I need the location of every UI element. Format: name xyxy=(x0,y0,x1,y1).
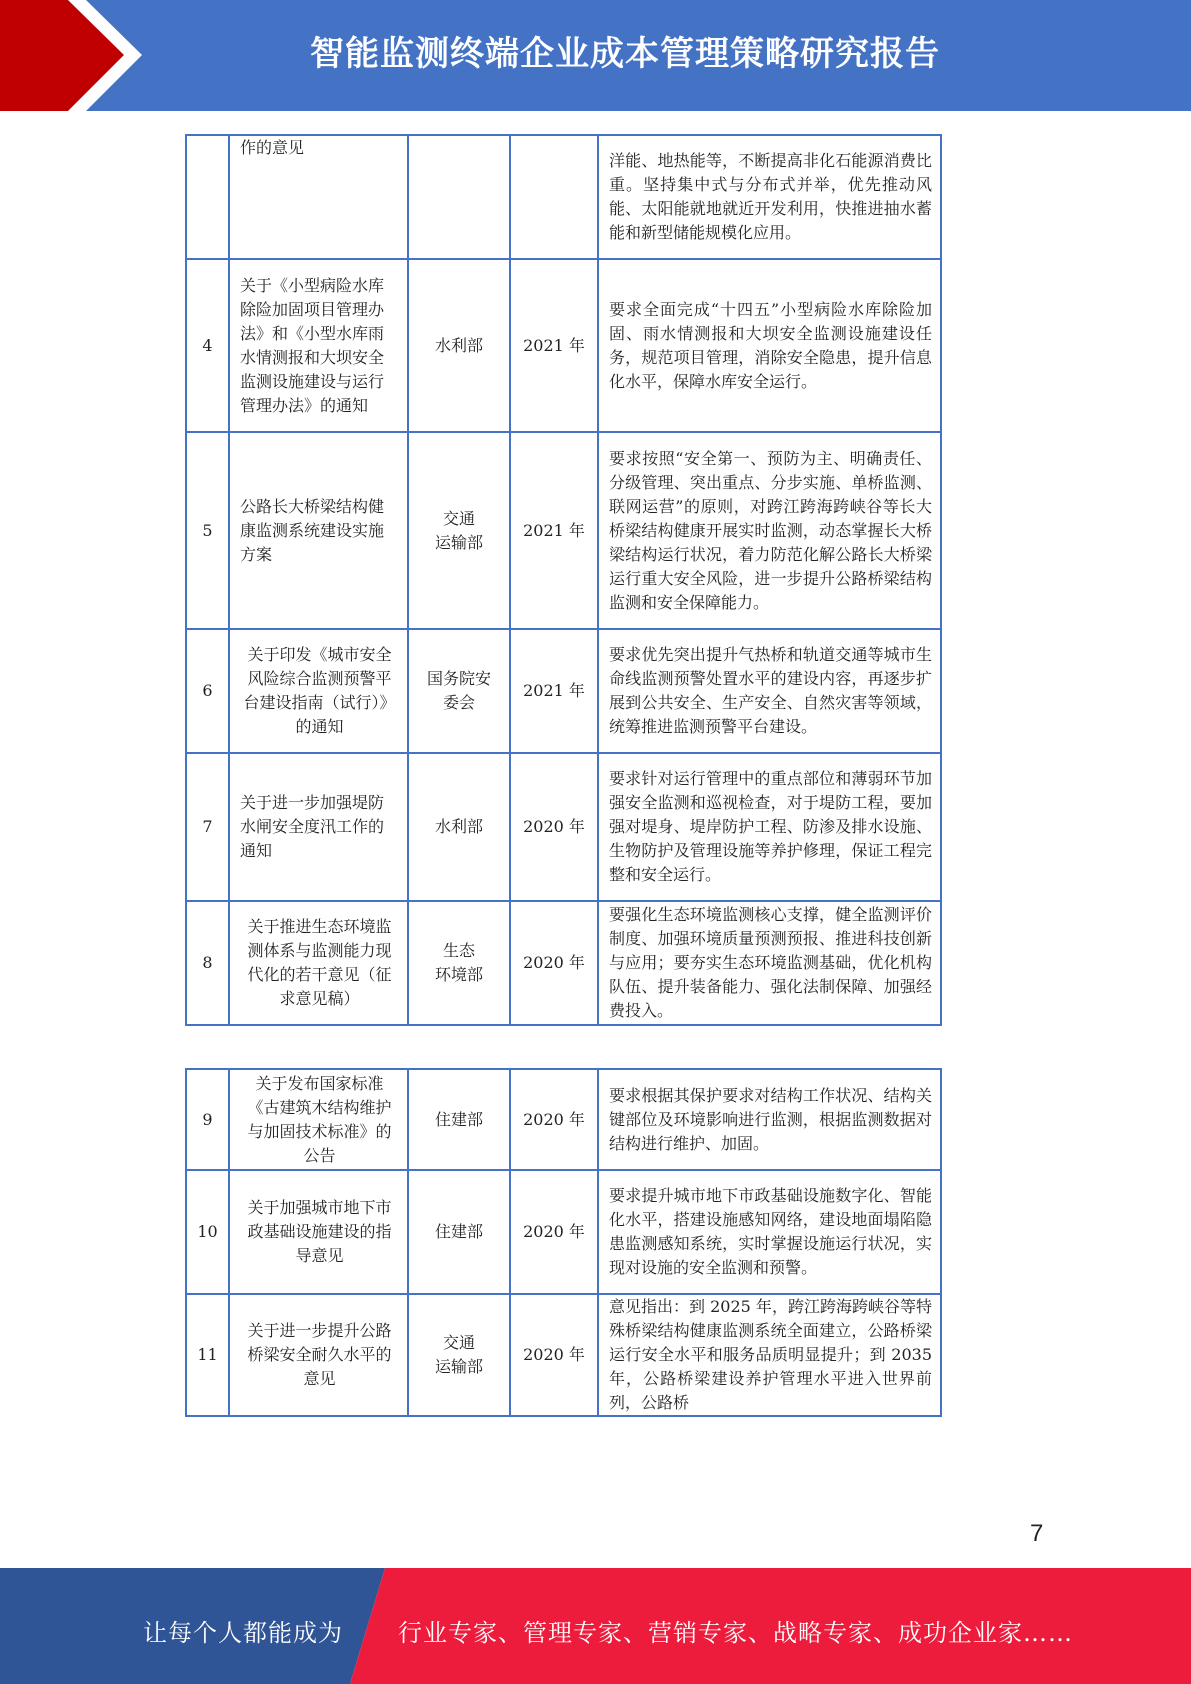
issuing-department: 生态 环境部 xyxy=(408,901,510,1025)
table-row xyxy=(186,1294,941,1416)
footer-slogan-right: 行业专家、管理专家、营销专家、战略专家、成功企业家…… xyxy=(398,1619,1073,1647)
issuing-department: 国务院安 委会 xyxy=(408,629,510,753)
policy-description: 意见指出：到 2025 年，跨江跨海跨峡谷等特殊桥梁结构健康监测系统全面建立，公路桥梁运行安全水平和服务品质明显提升；到 2035 年，公路桥梁建设养护管理水平进入世界前列，公路桥 xyxy=(598,1294,941,1416)
row-number: 6 xyxy=(186,629,229,753)
header-chevron-decoration xyxy=(0,0,150,111)
policy-description: 洋能、地热能等，不断提高非化石能源消费比重。坚持集中式与分布式并举，优先推动风能、太阳能就地就近开发利用，快推进抽水蓄能和新型储能规模化应用。 xyxy=(598,135,941,259)
policy-name: 关于进一步提升公路桥梁安全耐久水平的意见 xyxy=(229,1294,408,1416)
policy-description: 要求针对运行管理中的重点部位和薄弱环节加强安全监测和巡视检查，对于堤防工程，要加强对堤身、堤岸防护工程、防渗及排水设施、生物防护及管理设施等养护修理，保证工程完整和安全运行。 xyxy=(598,753,941,901)
report-title: 智能监测终端企业成本管理策略研究报告 xyxy=(310,34,940,74)
policy-name: 关于《小型病险水库除险加固项目管理办法》和《小型水库雨水情测报和大坝安全监测设施建设与运行管理办法》的通知 xyxy=(229,259,408,432)
table-row xyxy=(186,1170,941,1294)
table-row xyxy=(186,901,941,1025)
table-row xyxy=(186,135,941,259)
table-row xyxy=(186,432,941,629)
issue-year: 2021 年 xyxy=(510,259,598,432)
issuing-department: 住建部 xyxy=(408,1170,510,1294)
issuing-department: 水利部 xyxy=(408,753,510,901)
row-number: 8 xyxy=(186,901,229,1025)
policy-description: 要求提升城市地下市政基础设施数字化、智能化水平，搭建设施感知网络，建设地面塌陷隐患监测感知系统，实时掌握设施运行状况，实现对设施的安全监测和预警。 xyxy=(598,1170,941,1294)
issue-year: 2020 年 xyxy=(510,753,598,901)
table-row xyxy=(186,1069,941,1170)
table-row xyxy=(186,629,941,753)
issue-year xyxy=(510,135,598,259)
row-number: 5 xyxy=(186,432,229,629)
policy-description: 要求全面完成“十四五”小型病险水库除险加固、雨水情测报和大坝安全监测设施建设任务，规范项目管理，消除安全隐患，提升信息化水平，保障水库安全运行。 xyxy=(598,259,941,432)
policy-description: 要强化生态环境监测核心支撑，健全监测评价制度、加强环境质量预测预报、推进科技创新与应用；要夯实生态环境监测基础，优化机构队伍、提升装备能力、强化法制保障、加强经费投入。 xyxy=(598,901,941,1025)
policy-name: 关于推进生态环境监测体系与监测能力现代化的若干意见（征求意见稿） xyxy=(229,901,408,1025)
row-number xyxy=(186,135,229,259)
policy-description: 要求根据其保护要求对结构工作状况、结构关键部位及环境影响进行监测，根据监测数据对结构进行维护、加固。 xyxy=(598,1069,941,1170)
row-number: 7 xyxy=(186,753,229,901)
issuing-department: 水利部 xyxy=(408,259,510,432)
policy-table-part1 xyxy=(185,134,942,1026)
policy-description: 要求优先突出提升气热桥和轨道交通等城市生命线监测预警处置水平的建设内容，再逐步扩展到公共安全、生产安全、自然灾害等领域，统筹推进监测预警平台建设。 xyxy=(598,629,941,753)
issuing-department: 交通 运输部 xyxy=(408,1294,510,1416)
page-header xyxy=(0,0,1191,111)
row-number: 10 xyxy=(186,1170,229,1294)
policy-description: 要求按照“安全第一、预防为主、明确责任、分级管理、突出重点、分步实施、单桥监测、联网运营”的原则，对跨江跨海跨峡谷等长大桥梁结构健康开展实时监测，动态掌握长大桥梁结构运行状况，着力防范化解公路长大桥梁运行重大安全风险，进一步提升公路桥梁结构监测和安全保障能力。 xyxy=(598,432,941,629)
row-number: 11 xyxy=(186,1294,229,1416)
table-row xyxy=(186,259,941,432)
footer-slogan-left: 让每个人都能成为 xyxy=(143,1619,343,1647)
issue-year: 2021 年 xyxy=(510,629,598,753)
issue-year: 2020 年 xyxy=(510,1294,598,1416)
policy-name: 关于发布国家标准《古建筑木结构维护与加固技术标准》的公告 xyxy=(229,1069,408,1170)
issue-year: 2021 年 xyxy=(510,432,598,629)
issuing-department: 交通 运输部 xyxy=(408,432,510,629)
table-row xyxy=(186,753,941,901)
issue-year: 2020 年 xyxy=(510,1069,598,1170)
policy-name: 关于进一步加强堤防水闸安全度汛工作的通知 xyxy=(229,753,408,901)
row-number: 9 xyxy=(186,1069,229,1170)
row-number: 4 xyxy=(186,259,229,432)
policy-table-part2 xyxy=(185,1068,942,1417)
page-number: 7 xyxy=(1030,1520,1044,1547)
policy-name: 关于印发《城市安全风险综合监测预警平台建设指南（试行）》的通知 xyxy=(229,629,408,753)
policy-name: 公路长大桥梁结构健康监测系统建设实施方案 xyxy=(229,432,408,629)
issuing-department xyxy=(408,135,510,259)
policy-name: 作的意见 xyxy=(229,135,408,259)
issue-year: 2020 年 xyxy=(510,901,598,1025)
policy-name: 关于加强城市地下市政基础设施建设的指导意见 xyxy=(229,1170,408,1294)
issuing-department: 住建部 xyxy=(408,1069,510,1170)
issue-year: 2020 年 xyxy=(510,1170,598,1294)
